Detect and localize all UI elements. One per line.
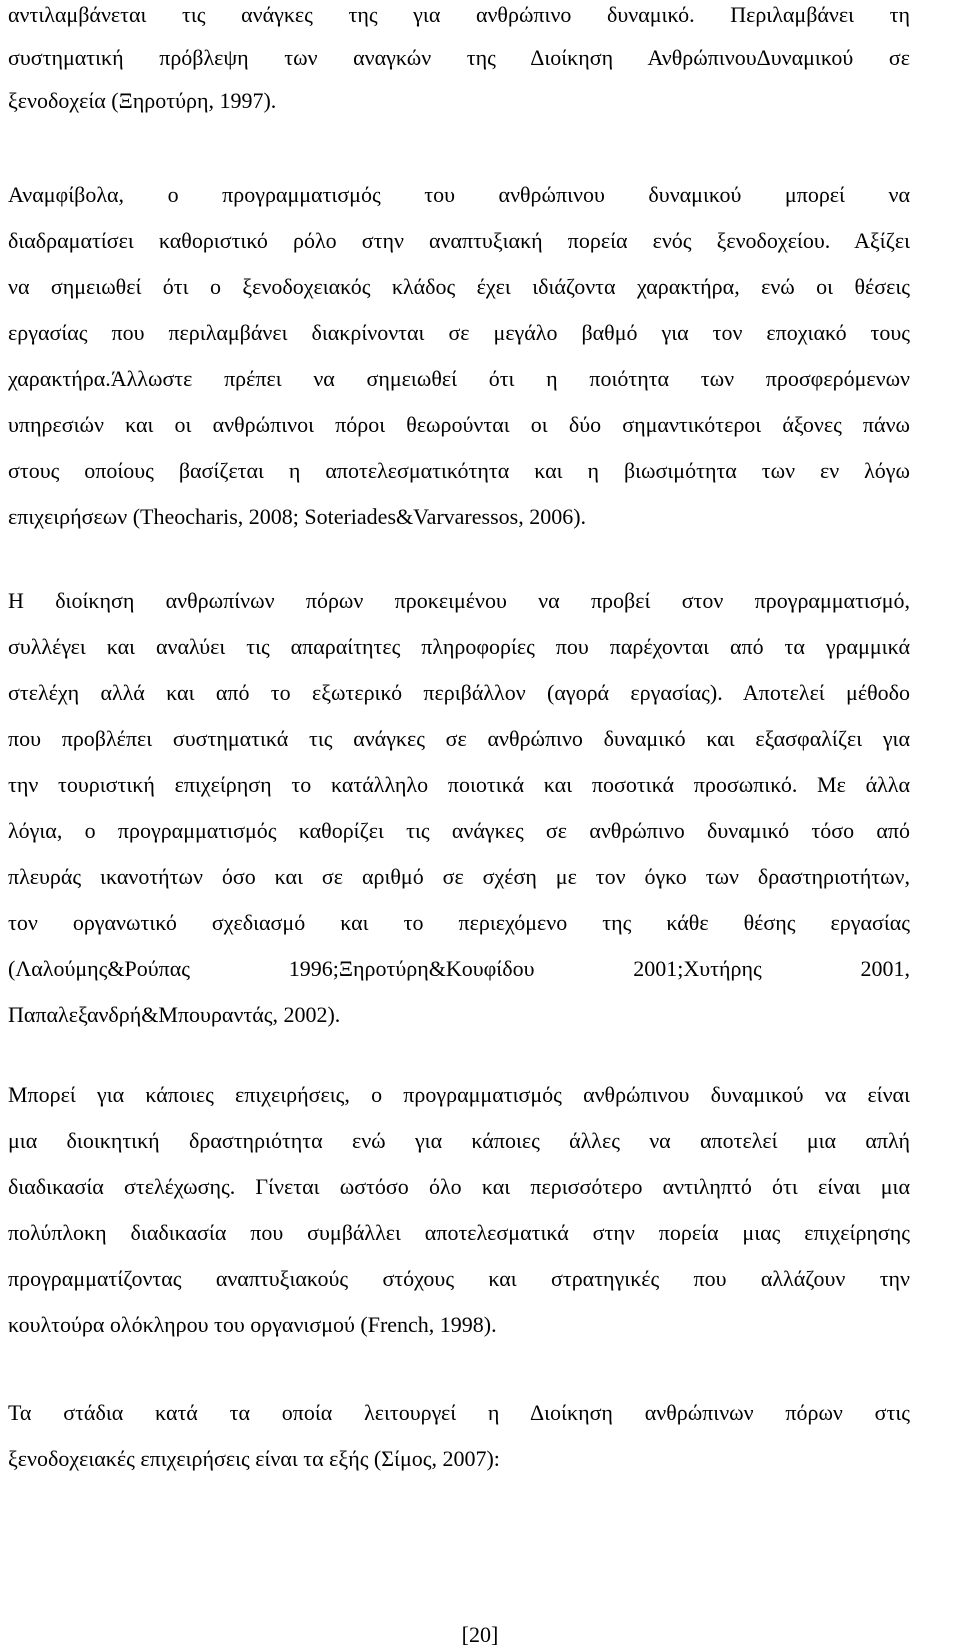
paragraph-line: Η διοίκηση ανθρωπίνων πόρων προκειμένου να προβεί στον προγραμματισμό,	[8, 588, 910, 613]
paragraph-line: Αναμφίβολα, ο προγραμματισμός του ανθρώπινου δυναμικού μπορεί να	[8, 182, 910, 207]
paragraph-line: επιχειρήσεων (Theocharis, 2008; Soteriades&Varvaressos, 2006).	[8, 504, 587, 529]
paragraph-line: κουλτούρα ολόκληρου του οργανισμού (French, 1998).	[8, 1312, 497, 1337]
paragraph-line: διαδραματίσει καθοριστικό ρόλο στην αναπτυξιακή πορεία ενός ξενοδοχείου. Αξίζει	[8, 228, 910, 253]
paragraph-line: Μπορεί για κάποιες επιχειρήσεις, ο προγραμματισμός ανθρώπινου δυναμικού να είναι	[8, 1082, 910, 1107]
paragraph-line: Παπαλεξανδρή&Μπουραντάς, 2002).	[8, 1002, 341, 1027]
paragraph-line: συστηματική πρόβλεψη των αναγκών της Διοίκηση ΑνθρώπινουΔυναμικού σε	[8, 45, 910, 70]
paragraph-line: την τουριστική επιχείρηση το κατάλληλο ποιοτικά και ποσοτικά προσωπικό. Με άλλα	[8, 772, 910, 797]
page-number: [20]	[461, 1622, 499, 1647]
paragraph-line: στους οποίους βασίζεται η αποτελεσματικότητα και η βιωσιμότητα των εν λόγω	[8, 458, 910, 483]
paragraph-line: αντιλαμβάνεται τις ανάγκες της για ανθρώπινο δυναμικό. Περιλαμβάνει τη	[8, 2, 910, 27]
paragraph-line: τον οργανωτικό σχεδιασμό και το περιεχόμενο της κάθε θέσης εργασίας	[8, 910, 910, 935]
paragraph-line: Τα στάδια κατά τα οποία λειτουργεί η Διοίκηση ανθρώπινων πόρων στις	[8, 1400, 910, 1425]
paragraph-line: πολύπλοκη διαδικασία που συμβάλλει αποτελεσματικά στην πορεία μιας επιχείρησης	[8, 1220, 910, 1245]
paragraph-line: ξενοδοχεία (Ξηροτύρη, 1997).	[8, 88, 277, 113]
paragraph-line: διαδικασία στελέχωσης. Γίνεται ωστόσο όλο και περισσότερο αντιληπτό ότι είναι μια	[8, 1174, 910, 1199]
paragraph-line: λόγια, ο προγραμματισμός καθορίζει τις ανάγκες σε ανθρώπινο δυναμικό τόσο από	[8, 818, 910, 843]
paragraph-line: ξενοδοχειακές επιχειρήσεις είναι τα εξής (Σίμος, 2007):	[8, 1446, 500, 1471]
paragraph-line: μια διοικητική δραστηριότητα ενώ για κάποιες άλλες να αποτελεί μια απλή	[8, 1128, 910, 1153]
paragraph-line: που προβλέπει συστηματικά τις ανάγκες σε ανθρώπινο δυναμικό και εξασφαλίζει για	[8, 726, 910, 751]
paragraph-line: χαρακτήρα.Άλλωστε πρέπει να σημειωθεί ότι η ποιότητα των προσφερόμενων	[8, 366, 910, 391]
paragraph-line: (Λαλούμης&Ρούπας 1996;Ξηροτύρη&Κουφίδου 2001;Χυτήρης 2001,	[8, 956, 910, 981]
paragraph-line: στελέχη αλλά και από το εξωτερικό περιβάλλον (αγορά εργασίας). Αποτελεί μέθοδο	[8, 680, 910, 705]
paragraph-line: υπηρεσιών και οι ανθρώπινοι πόροι θεωρούνται οι δύο σημαντικότεροι άξονες πάνω	[8, 412, 910, 437]
paragraph-line: προγραμματίζοντας αναπτυξιακούς στόχους και στρατηγικές που αλλάζουν την	[8, 1266, 910, 1291]
paragraph-line: να σημειωθεί ότι ο ξενοδοχειακός κλάδος έχει ιδιάζοντα χαρακτήρα, ενώ οι θέσεις	[8, 274, 910, 299]
paragraph-line: εργασίας που περιλαμβάνει διακρίνονται σε μεγάλο βαθμό για τον εποχιακό τους	[8, 320, 910, 345]
paragraph-line: πλευράς ικανοτήτων όσο και σε αριθμό σε σχέση με τον όγκο των δραστηριοτήτων,	[8, 864, 910, 889]
paragraph-line: συλλέγει και αναλύει τις απαραίτητες πληροφορίες που παρέχονται από τα γραμμικά	[8, 634, 910, 659]
